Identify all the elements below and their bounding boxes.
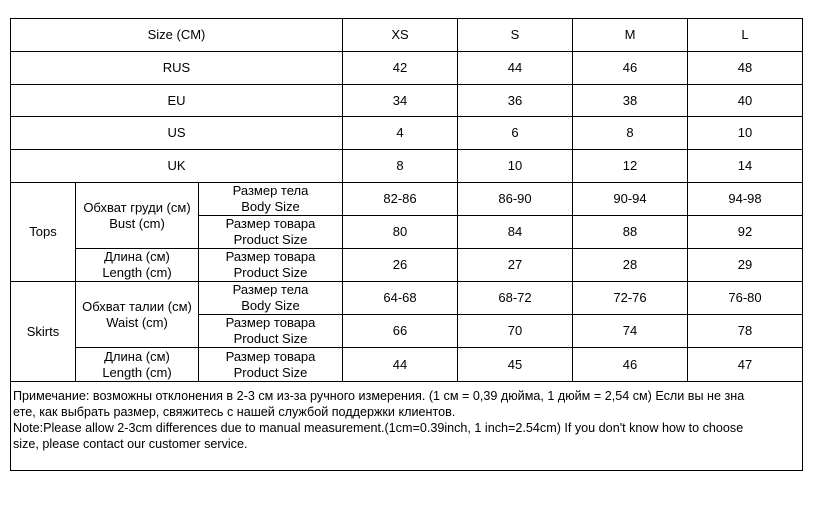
table-cell: 76-80 bbox=[688, 282, 803, 315]
size-header-m: M bbox=[573, 19, 688, 52]
skirts-length-product-row bbox=[11, 348, 803, 382]
size-header-s: S bbox=[458, 19, 573, 52]
table-cell: 88 bbox=[573, 216, 688, 249]
size-type-ru: Размер товара bbox=[225, 348, 316, 364]
table-cell: 48 bbox=[688, 52, 803, 85]
table-cell: 82-86 bbox=[343, 183, 458, 216]
country-row-eu bbox=[11, 85, 803, 117]
tops-length-product-row bbox=[11, 249, 803, 282]
table-cell: 44 bbox=[343, 348, 458, 382]
measure-label-ru: Длина (см) bbox=[104, 249, 170, 264]
table-cell: 12 bbox=[573, 150, 688, 183]
size-type-label bbox=[199, 315, 343, 348]
size-type-label bbox=[199, 249, 343, 282]
measure-label-ru: Длина (см) bbox=[104, 348, 170, 364]
size-chart-table bbox=[10, 18, 803, 471]
size-type-ru: Размер тела bbox=[232, 282, 309, 297]
table-cell: 6 bbox=[458, 117, 573, 150]
size-type-en: Body Size bbox=[241, 298, 300, 313]
table-cell: 36 bbox=[458, 85, 573, 117]
size-type-ru: Размер тела bbox=[232, 183, 309, 198]
country-row-us bbox=[11, 117, 803, 150]
skirts-waist-body-row bbox=[11, 282, 803, 315]
header-row bbox=[11, 19, 803, 52]
size-type-en: Product Size bbox=[233, 232, 308, 247]
table-cell: 92 bbox=[688, 216, 803, 249]
group-label-tops: Tops bbox=[11, 183, 76, 282]
note-en-line-2: size, please contact our customer service. bbox=[13, 437, 248, 451]
group-label-skirts: Skirts bbox=[11, 282, 76, 382]
table-cell: 78 bbox=[688, 315, 803, 348]
tops-bust-body-row bbox=[11, 183, 803, 216]
table-cell: 74 bbox=[573, 315, 688, 348]
size-type-en: Product Size bbox=[233, 364, 308, 380]
table-cell: 64-68 bbox=[343, 282, 458, 315]
country-label: US bbox=[11, 117, 343, 150]
table-cell: 38 bbox=[573, 85, 688, 117]
table-cell: 80 bbox=[343, 216, 458, 249]
note-en-line-1: Note:Please allow 2-3cm differences due to manual measurement.(1cm=0.39inch, 1 inch=2.54cm) If you don't know how to choose bbox=[13, 421, 744, 435]
measure-label-en: Length (cm) bbox=[102, 265, 172, 280]
measure-label-en: Length (cm) bbox=[102, 364, 172, 380]
table-cell: 26 bbox=[343, 249, 458, 282]
measure-label-length bbox=[76, 348, 199, 382]
table-cell: 29 bbox=[688, 249, 803, 282]
table-cell: 14 bbox=[688, 150, 803, 183]
note-ru-line-1: Примечание: возможны отклонения в 2-3 см из-за ручного измерения. (1 см = 0,39 дюйма, 1 дюйм = 2,54 см) Если вы не зна bbox=[13, 389, 745, 403]
table-cell: 8 bbox=[343, 150, 458, 183]
size-header-xs: XS bbox=[343, 19, 458, 52]
size-type-ru: Размер товара bbox=[225, 315, 316, 330]
table-cell: 10 bbox=[688, 117, 803, 150]
measure-label-length bbox=[76, 249, 199, 282]
size-type-ru: Размер товара bbox=[225, 216, 316, 231]
table-cell: 46 bbox=[573, 348, 688, 382]
table-cell: 34 bbox=[343, 85, 458, 117]
size-type-label bbox=[199, 282, 343, 315]
table-cell: 46 bbox=[573, 52, 688, 85]
measure-label-ru: Обхват груди (см) bbox=[83, 199, 191, 215]
country-label: EU bbox=[11, 85, 343, 117]
size-type-label bbox=[199, 216, 343, 249]
measure-label-waist bbox=[76, 282, 199, 348]
measure-label-en: Bust (cm) bbox=[109, 215, 165, 231]
size-type-en: Product Size bbox=[233, 265, 308, 280]
table-cell: 68-72 bbox=[458, 282, 573, 315]
table-cell: 40 bbox=[688, 85, 803, 117]
table-cell: 4 bbox=[343, 117, 458, 150]
table-cell: 84 bbox=[458, 216, 573, 249]
size-type-en: Body Size bbox=[241, 199, 300, 214]
measure-label-ru: Обхват талии (см) bbox=[82, 298, 192, 314]
note-row bbox=[11, 382, 803, 471]
size-header-l: L bbox=[688, 19, 803, 52]
table-cell: 44 bbox=[458, 52, 573, 85]
table-cell: 70 bbox=[458, 315, 573, 348]
table-cell: 42 bbox=[343, 52, 458, 85]
size-type-ru: Размер товара bbox=[225, 249, 316, 264]
table-cell: 8 bbox=[573, 117, 688, 150]
table-cell: 45 bbox=[458, 348, 573, 382]
table-cell: 10 bbox=[458, 150, 573, 183]
measure-label-en: Waist (cm) bbox=[106, 314, 168, 330]
table-cell: 90-94 bbox=[573, 183, 688, 216]
size-header-label: Size (CM) bbox=[11, 19, 343, 52]
size-type-label bbox=[199, 348, 343, 382]
table-cell: 27 bbox=[458, 249, 573, 282]
size-type-label bbox=[199, 183, 343, 216]
size-type-en: Product Size bbox=[233, 331, 308, 346]
country-row-rus bbox=[11, 52, 803, 85]
country-row-uk bbox=[11, 150, 803, 183]
note-ru-line-2: ете, как выбрать размер, свяжитесь с нашей службой поддержки клиентов. bbox=[13, 405, 456, 419]
note-text bbox=[11, 382, 803, 471]
table-cell: 72-76 bbox=[573, 282, 688, 315]
table-cell: 66 bbox=[343, 315, 458, 348]
country-label: RUS bbox=[11, 52, 343, 85]
table-cell: 94-98 bbox=[688, 183, 803, 216]
country-label: UK bbox=[11, 150, 343, 183]
table-cell: 86-90 bbox=[458, 183, 573, 216]
table-cell: 47 bbox=[688, 348, 803, 382]
measure-label-bust bbox=[76, 183, 199, 249]
table-cell: 28 bbox=[573, 249, 688, 282]
